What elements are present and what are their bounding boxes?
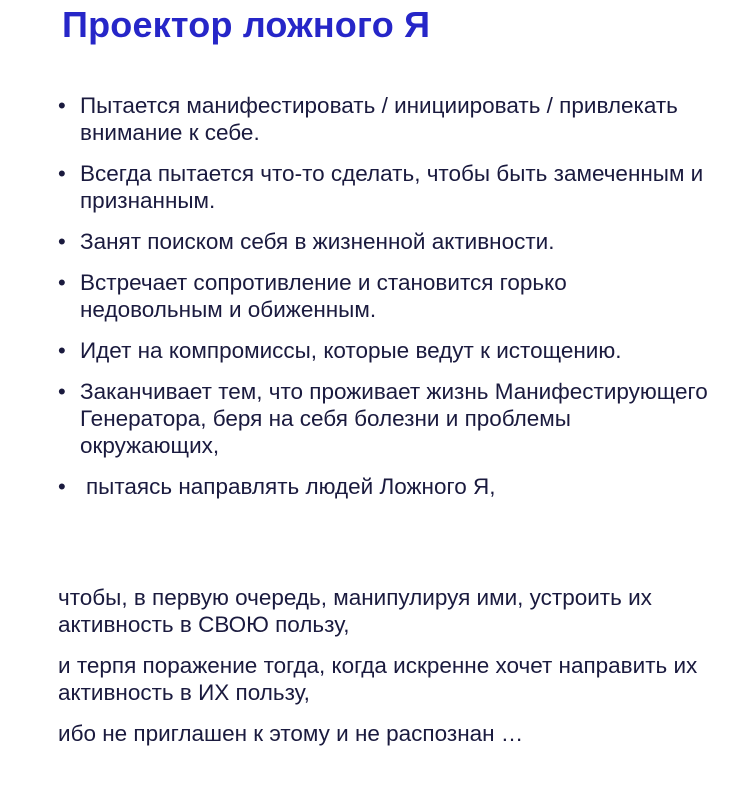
bullet-item (58, 92, 708, 146)
bullet-item (58, 228, 708, 255)
bullet-item (58, 378, 708, 459)
bullet-text: пытаясь направлять людей Ложного Я, (86, 474, 496, 499)
paragraph: чтобы, в первую очередь, манипулируя ими, устроить их активность в СВОЮ пользу, (58, 585, 652, 637)
bullet-list (58, 92, 708, 510)
bullet-marker: • (58, 338, 66, 363)
bullet-text: Идет на компромиссы, которые ведут к истощению. (80, 338, 622, 363)
bullet-marker: • (58, 379, 66, 404)
continuation-paragraphs (58, 584, 718, 761)
bullet-text: Пытается манифестировать / инициировать / привлекать внимание к себе. (80, 93, 678, 145)
bullet-item (58, 269, 708, 323)
bullet-text: Всегда пытается что-то сделать, чтобы быть замеченным и признанным. (80, 161, 704, 213)
bullet-item (58, 337, 708, 364)
paragraph: и терпя поражение тогда, когда искренне хочет направить их активность в ИХ пользу, (58, 653, 698, 705)
bullet-item (58, 160, 708, 214)
bullet-text: Занят поиском себя в жизненной активности. (80, 229, 555, 254)
bullet-item (58, 473, 708, 500)
bullet-marker: • (58, 161, 66, 186)
slide-title: Проектор ложного Я (62, 4, 431, 45)
paragraph: ибо не приглашен к этому и не распознан … (58, 721, 524, 746)
bullet-text: Заканчивает тем, что проживает жизнь Манифестирующего Генератора, беря на себя болезни и проблемы окружающих, (80, 379, 708, 458)
bullet-marker: • (58, 229, 66, 254)
bullet-marker: • (58, 270, 66, 295)
bullet-text: Встречает сопротивление и становится горько недовольным и обиженным. (80, 270, 567, 322)
bullet-marker: • (58, 474, 66, 499)
bullet-marker: • (58, 93, 66, 118)
